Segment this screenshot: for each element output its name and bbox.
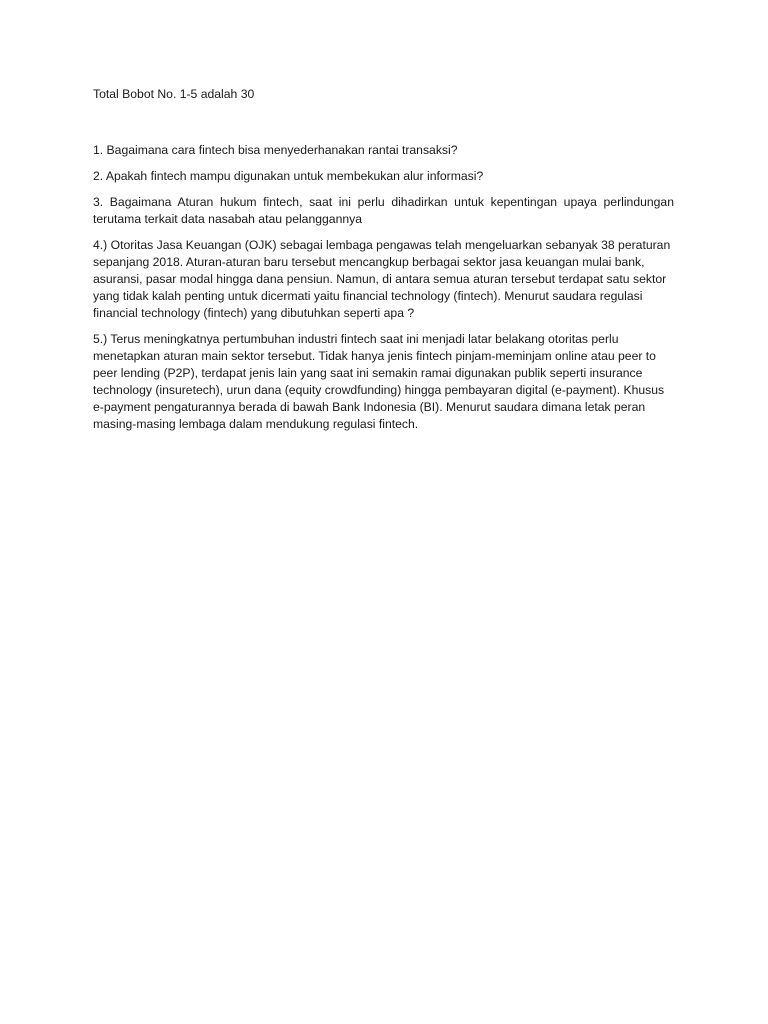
- question-3: 3. Bagaimana Aturan hukum fintech, saat ini perlu dihadirkan untuk kepentingan upaya perlindungan terutama terkait data nasabah atau pelanggannya: [93, 195, 674, 226]
- document-body: [93, 86, 674, 442]
- total-weight-line: Total Bobot No. 1-5 adalah 30: [93, 87, 255, 101]
- question-2: 2. Apakah fintech mampu digunakan untuk membekukan alur informasi?: [93, 169, 484, 183]
- question-1: 1. Bagaimana cara fintech bisa menyederhanakan rantai transaksi?: [93, 143, 458, 157]
- question-5: 5.) Terus meningkatnya pertumbuhan industri fintech saat ini menjadi latar belakang otoritas perlu menetapkan aturan main sektor tersebut. Tidak hanya jenis fintech pinjam-meminjam online atau peer to peer lending (P2P), terdapat jenis lain yang saat ini semakin ramai digunakan publik seperti insurance technology (insuretech), urun dana (equity crowdfunding) hingga pembayaran digital (e-payment). Khusus e-payment pengaturannya berada di bawah Bank Indonesia (BI). Menurut saudara dimana letak peran masing-masing lembaga dalam mendukung regulasi fintech.: [93, 332, 665, 431]
- question-4: 4.) Otoritas Jasa Keuangan (OJK) sebagai lembaga pengawas telah mengeluarkan sebanyak 38 peraturan sepanjang 2018. Aturan-aturan baru tersebut mencangkup berbagai sektor jasa keuangan mulai bank, asuransi, pasar modal hingga dana pensiun. Namun, di antara semua aturan tersebut terdapat satu sektor yang tidak kalah penting untuk dicermati yaitu financial technology (fintech). Menurut saudara regulasi financial technology (fintech) yang dibutuhkan seperti apa ?: [93, 238, 671, 320]
